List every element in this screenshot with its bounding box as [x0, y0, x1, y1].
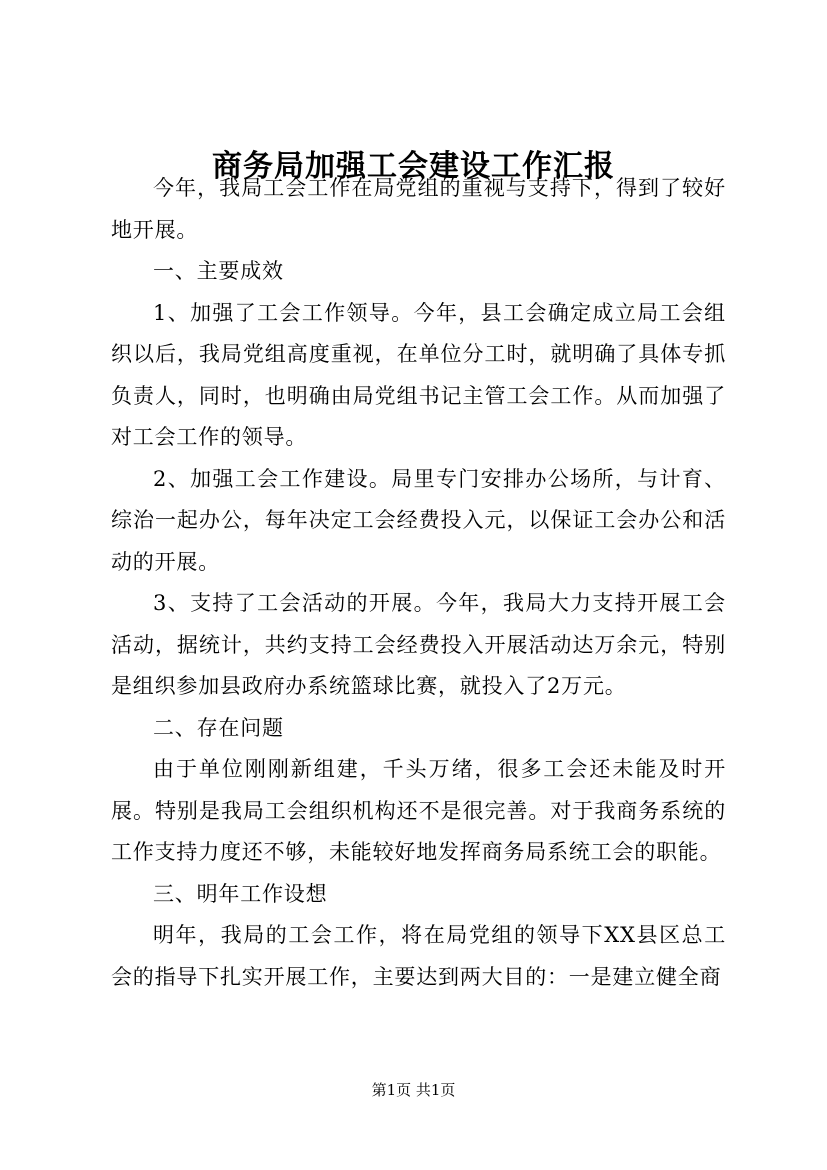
paragraph-intro: 今年，我局工会工作在局党组的重视与支持下，得到了较好地开展。 — [111, 176, 726, 242]
paragraph-item-1: 1、加强了工会工作领导。今年，县工会确定成立局工会组织以后，我局党组高度重视，在单位分工时，就明确了具体专抓负责人，同时，也明确由局党组书记主管工会工作。从而加强了对工会工作的领导。 — [111, 300, 726, 449]
document-body — [111, 168, 726, 998]
paragraph-plans: 明年，我局的工会工作，将在局党组的领导下XX县区总工会的指导下扎实开展工作，主要达到两大目的：一是建立健全商 — [111, 923, 726, 989]
paragraph-item-3: 3、支持了工会活动的开展。今年，我局大力支持开展工会活动，据统计，共约支持工会经费投入开展活动达万余元，特别是组织参加县政府办系统篮球比赛，就投入了2万元。 — [111, 591, 726, 698]
section-heading-plans: 三、明年工作设想 — [153, 881, 328, 906]
paragraph-problems: 由于单位刚刚新组建，千头万绪，很多工会还未能及时开展。特别是我局工会组织机构还不是很完善。对于我商务系统的工作支持力度还不够，未能较好地发挥商务局系统工会的职能。 — [111, 757, 726, 864]
document-title: 商务局加强工会建设工作汇报 — [212, 149, 615, 184]
page-number-footer: 第1页 共1页 — [371, 1081, 456, 1099]
section-heading-problems: 二、存在问题 — [153, 715, 284, 740]
section-heading-achievements: 一、主要成效 — [153, 259, 284, 283]
paragraph-item-2: 2、加强工会工作建设。局里专门安排办公场所，与计育、综治一起办公，每年决定工会经费投入元，以保证工会办公和活动的开展。 — [111, 466, 726, 574]
